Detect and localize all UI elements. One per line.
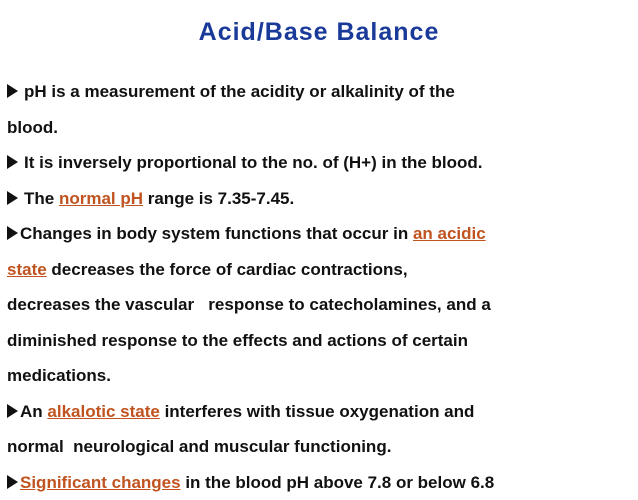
- text-run: decreases the force of cardiac contractions,: [47, 260, 408, 279]
- text-run: diminished response to the effects and actions of certain: [7, 331, 468, 350]
- text-run: It is inversely proportional to the no. of (H+) in the blood.: [24, 153, 483, 172]
- text-run: pH is a measurement of the acidity or alkalinity of the: [24, 82, 455, 101]
- text-run: decreases the vascular response to catecholamines, and a: [7, 295, 491, 314]
- text-line: [7, 323, 635, 359]
- bullet-line: [7, 145, 635, 181]
- highlight-significant-changes: Significant changes: [20, 473, 181, 492]
- arrow-bullet-icon: [7, 475, 18, 489]
- slide-body: [7, 74, 635, 500]
- highlight-normal-ph: normal pH: [59, 189, 143, 208]
- text-run: The: [24, 189, 59, 208]
- text-line: [7, 287, 635, 323]
- arrow-bullet-icon: [7, 191, 18, 205]
- text-run: range is 7.35-7.45.: [143, 189, 294, 208]
- bullet-line: [7, 181, 635, 217]
- arrow-bullet-icon: [7, 155, 18, 169]
- arrow-bullet-icon: [7, 226, 18, 240]
- bullet-line: [7, 394, 635, 430]
- bullet-line-cut: [7, 465, 635, 500]
- text-line: [7, 110, 635, 146]
- text-line: [7, 252, 635, 288]
- text-line: [7, 358, 635, 394]
- text-run: in the blood pH above 7.8 or below 6.8: [181, 473, 495, 492]
- text-line: [7, 429, 635, 465]
- bullet-line: [7, 74, 635, 110]
- highlight-an-acidic: an acidic: [413, 224, 486, 243]
- text-run: interferes with tissue oxygenation and: [160, 402, 475, 421]
- text-run: normal neurological and muscular functioning.: [7, 437, 391, 456]
- highlight-alkalotic-state: alkalotic state: [47, 402, 159, 421]
- arrow-bullet-icon: [7, 404, 18, 418]
- highlight-state: state: [7, 260, 47, 279]
- text-run: Changes in body system functions that occur in: [20, 224, 413, 243]
- text-run: blood.: [7, 118, 58, 137]
- text-run: An: [20, 402, 47, 421]
- bullet-line: [7, 216, 635, 252]
- arrow-bullet-icon: [7, 84, 18, 98]
- slide-title: Acid/Base Balance: [0, 18, 638, 47]
- text-run: medications.: [7, 366, 111, 385]
